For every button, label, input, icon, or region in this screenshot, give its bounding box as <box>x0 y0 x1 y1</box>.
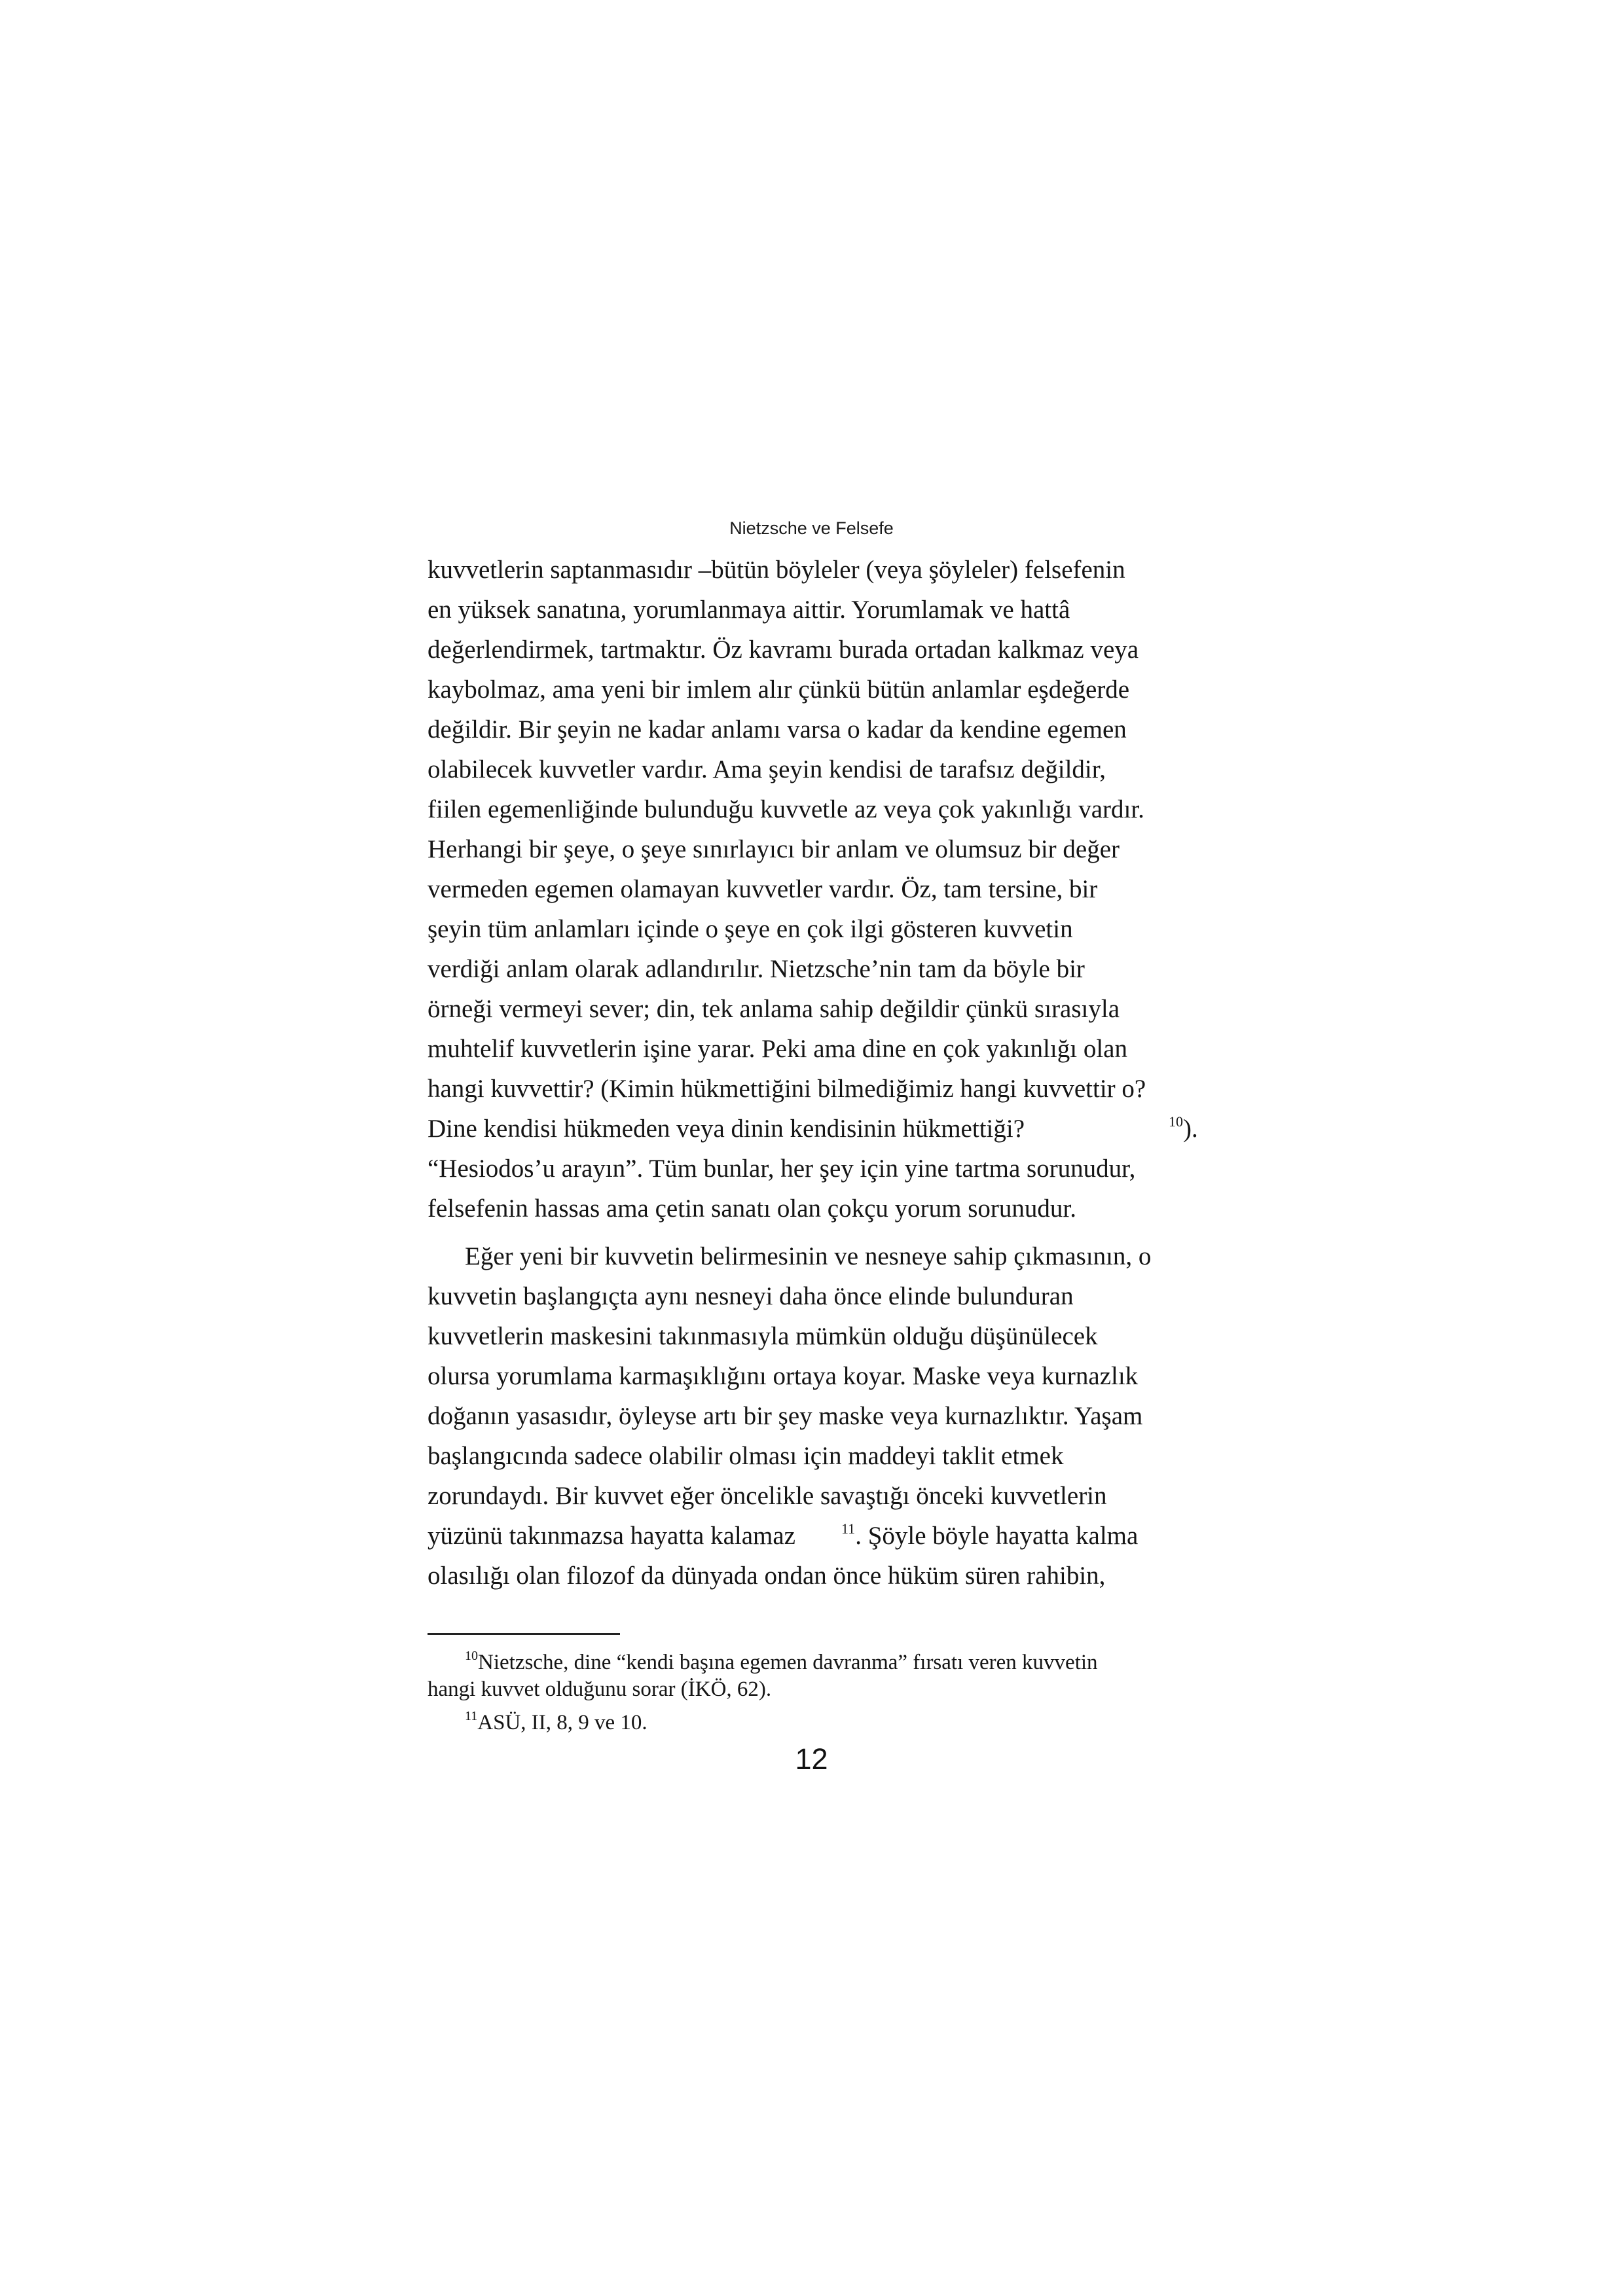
body-line: değildir. Bir şeyin ne kadar anlamı varsa o kadar da kendine egemen <box>428 715 1127 744</box>
footnote-text: ASÜ, II, 8, 9 ve 10. <box>477 1711 647 1734</box>
body-line-text: yüzünü takınmazsa hayatta kalamaz <box>428 1522 795 1550</box>
footnote-10 <box>465 1651 1098 1675</box>
body-line: örneği vermeyi sever; din, tek anlama sahip değildir çünkü sırasıyla <box>428 995 1120 1023</box>
footnote-separator <box>428 1633 620 1635</box>
running-header: Nietzsche ve Felsefe <box>729 518 894 538</box>
body-line: kuvvetlerin saptanmasıdır –bütün böyleler (veya şöyleler) felsefenin <box>428 556 1125 584</box>
body-line: kuvvetlerin maskesini takınmasıyla mümkün olduğu düşünülecek <box>428 1322 1098 1350</box>
body-line: “Hesiodos’u arayın”. Tüm bunlar, her şey için yine tartma sorunudur, <box>428 1155 1136 1183</box>
body-line: başlangıcında sadece olabilir olması için maddeyi taklit etmek <box>428 1442 1064 1470</box>
footnote-number: 10 <box>465 1649 478 1663</box>
body-line-with-footnote-ref <box>428 1113 1198 1143</box>
body-line: doğanın yasasıdır, öyleyse artı bir şey maske veya kurnazlıktır. Yaşam <box>428 1402 1143 1430</box>
body-line: fiilen egemenliğinde bulunduğu kuvvetle az veya çok yakınlığı vardır. <box>428 795 1144 823</box>
body-line: değerlendirmek, tartmaktır. Öz kavramı burada ortadan kalkmaz veya <box>428 636 1139 664</box>
body-line: olabilecek kuvvetler vardır. Ama şeyin kendisi de tarafsız değildir, <box>428 755 1106 783</box>
body-line: zorundaydı. Bir kuvvet eğer öncelikle savaştığı önceki kuvvetlerin <box>428 1482 1107 1510</box>
body-line: kaybolmaz, ama yeni bir imlem alır çünkü bütün anlamlar eşdeğerde <box>428 675 1130 704</box>
body-line: şeyin tüm anlamları içinde o şeye en çok ilgi gösteren kuvvetin <box>428 915 1073 943</box>
footnote-11 <box>465 1711 647 1735</box>
body-line-with-footnote-ref <box>428 1520 1139 1551</box>
body-line: Herhangi bir şeye, o şeye sınırlayıcı bir anlam ve olumsuz bir değer <box>428 835 1120 863</box>
body-line: felsefenin hassas ama çetin sanatı olan çokçu yorum sorunudur. <box>428 1194 1076 1223</box>
footnote-10-continued: hangi kuvvet olduğunu sorar (İKÖ, 62). <box>428 1677 772 1701</box>
body-line: hangi kuvvettir? (Kimin hükmettiğini bilmediğimiz hangi kuvvettir o? <box>428 1075 1146 1103</box>
page-number: 12 <box>795 1742 828 1776</box>
footnote-reference-10[interactable]: $^{10}$). <box>1169 1113 1198 1143</box>
footnote-number: 11 <box>465 1709 478 1723</box>
footnote-text: Nietzsche, dine “kendi başına egemen davranma” fırsatı veren kuvvetin <box>478 1651 1098 1674</box>
footnote-reference-11[interactable]: $^{11}$. Şöyle böyle hayatta kalma <box>841 1520 1139 1550</box>
body-line: en yüksek sanatına, yorumlanmaya aittir. Yorumlamak ve hattâ <box>428 596 1070 624</box>
body-line-indent: Eğer yeni bir kuvvetin belirmesinin ve nesneye sahip çıkmasının, o <box>465 1242 1152 1270</box>
body-line: verdiği anlam olarak adlandırılır. Nietzsche’nin tam da böyle bir <box>428 955 1085 983</box>
body-line-text: Dine kendisi hükmeden veya dinin kendisinin hükmettiği? <box>428 1115 1025 1143</box>
body-line: kuvvetin başlangıçta aynı nesneyi daha önce elinde bulunduran <box>428 1282 1074 1310</box>
body-line: vermeden egemen olamayan kuvvetler vardır. Öz, tam tersine, bir <box>428 875 1098 903</box>
body-line: muhtelif kuvvetlerin işine yarar. Peki ama dine en çok yakınlığı olan <box>428 1035 1127 1063</box>
body-line: olursa yorumlama karmaşıklığını ortaya koyar. Maske veya kurnazlık <box>428 1362 1139 1390</box>
body-line: olasılığı olan filozof da dünyada ondan önce hüküm süren rahibin, <box>428 1562 1106 1590</box>
